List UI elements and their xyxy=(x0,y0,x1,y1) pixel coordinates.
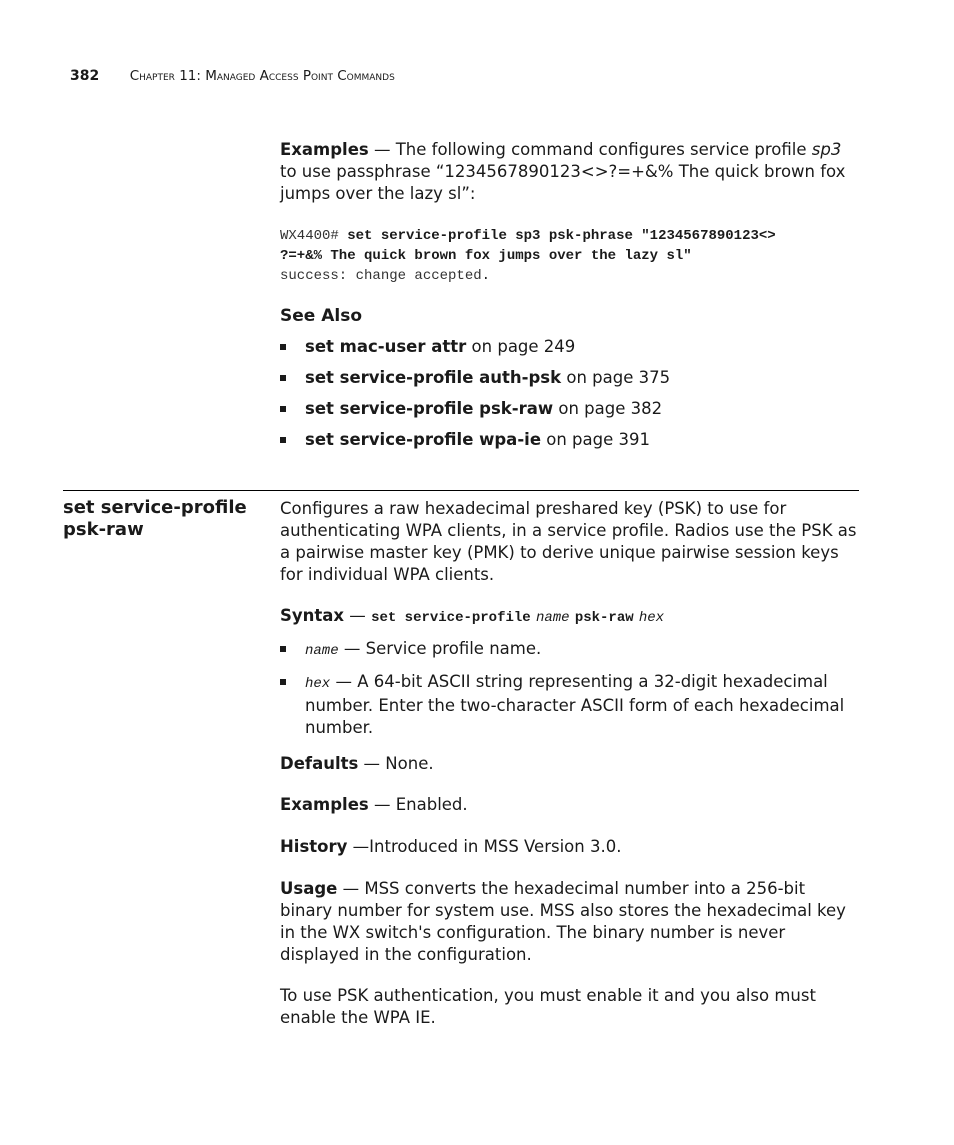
usage-block xyxy=(280,878,858,1029)
section-heading-line1: set service-profile xyxy=(63,497,247,518)
examples-block xyxy=(280,794,858,816)
see-also-link[interactable]: set service-profile psk-raw xyxy=(305,399,554,418)
syntax-label: Syntax xyxy=(280,606,345,625)
see-also-link[interactable]: set service-profile wpa-ie xyxy=(305,430,542,449)
chapter-title: Chapter 11: Managed Access Point Commands xyxy=(129,68,395,84)
section-description xyxy=(280,498,858,586)
cli-output: success: change accepted xyxy=(280,268,482,284)
examples-top-paragraph xyxy=(280,139,858,205)
description-text: Configures a raw hexadecimal preshared key (PSK) to use for authenticating WPA clients, in a service profile. Radios use the PSK as a pairwise master key (PMK) to derive unique pairwise session keys for individual WPA clients. xyxy=(280,499,857,584)
usage-text: — MSS converts the hexadecimal number into a 256-bit binary number for system use. MSS also stores the hexadecimal key in the WX switch's configuration. The binary number is never displayed in the configuration. xyxy=(280,879,846,964)
see-also-item: set service-profile wpa-ie on page 391 xyxy=(280,429,858,451)
param-name: name xyxy=(305,643,339,659)
syntax-block xyxy=(280,605,858,739)
see-also-item: set service-profile psk-raw on page 382 xyxy=(280,398,858,420)
defaults-label: Defaults xyxy=(280,754,359,773)
examples-top-text1: — The following command configures service profile xyxy=(368,140,812,159)
see-also-block xyxy=(280,305,858,451)
history-block xyxy=(280,836,858,858)
param-desc: — A 64-bit ASCII string representing a 32-digit hexadecimal number. Enter the two-character ASCII form of each hexadecimal number. xyxy=(305,672,845,737)
see-also-item: set mac-user attr on page 249 xyxy=(280,336,858,358)
code-line-2 xyxy=(280,246,858,266)
see-also-link[interactable]: set mac-user attr xyxy=(305,337,467,356)
syntax-line: Syntax — set service-profile name psk-raw hex xyxy=(280,606,665,626)
section-heading xyxy=(63,497,263,541)
see-also-heading: See Also xyxy=(280,306,363,326)
code-line-1 xyxy=(280,226,858,246)
see-also-list xyxy=(280,336,858,451)
examples-top-label: Examples xyxy=(280,140,369,159)
examples-top-text2: to use passphrase “1234567890123<>?=+&% The quick brown fox jumps over the lazy sl”: xyxy=(280,162,846,203)
usage-paragraph-2: To use PSK authentication, you must enable it and you also must enable the WPA IE. xyxy=(280,986,816,1027)
param-item xyxy=(280,638,858,662)
code-line-3 xyxy=(280,266,858,286)
code-example xyxy=(280,226,858,286)
cli-output-end: . xyxy=(481,268,491,284)
history-text: —Introduced in MSS Version 3.0. xyxy=(347,837,622,856)
running-header xyxy=(70,68,395,84)
see-also-item: set service-profile auth-psk on page 375 xyxy=(280,367,858,389)
cli-prompt: WX4400# xyxy=(280,228,339,244)
usage-label: Usage xyxy=(280,879,338,898)
history-label: History xyxy=(280,837,348,856)
see-also-link[interactable]: set service-profile auth-psk xyxy=(305,368,562,387)
param-desc: — Service profile name. xyxy=(338,639,542,658)
examples-text: — Enabled. xyxy=(368,795,468,814)
cli-command-part1: set service-profile sp3 psk-phrase "1234567890123<> xyxy=(347,228,776,244)
param-item xyxy=(280,671,858,739)
syntax-arg-name: name xyxy=(535,610,570,626)
param-name: hex xyxy=(305,676,331,692)
section-divider xyxy=(63,490,859,491)
syntax-keyword: psk-raw xyxy=(574,610,634,626)
syntax-arg-hex: hex xyxy=(638,610,665,626)
section-heading-line2: psk-raw xyxy=(63,519,144,540)
cli-command-part2: ?=+&% The quick brown fox jumps over the lazy sl" xyxy=(280,248,692,264)
page-number: 382 xyxy=(70,68,100,84)
examples-label: Examples xyxy=(280,795,369,814)
defaults-block xyxy=(280,753,858,775)
defaults-text: — None. xyxy=(358,754,434,773)
syntax-command: set service-profile xyxy=(371,610,531,626)
syntax-params xyxy=(280,638,858,739)
profile-name: sp3 xyxy=(811,140,842,159)
examples-top-block xyxy=(280,139,858,205)
